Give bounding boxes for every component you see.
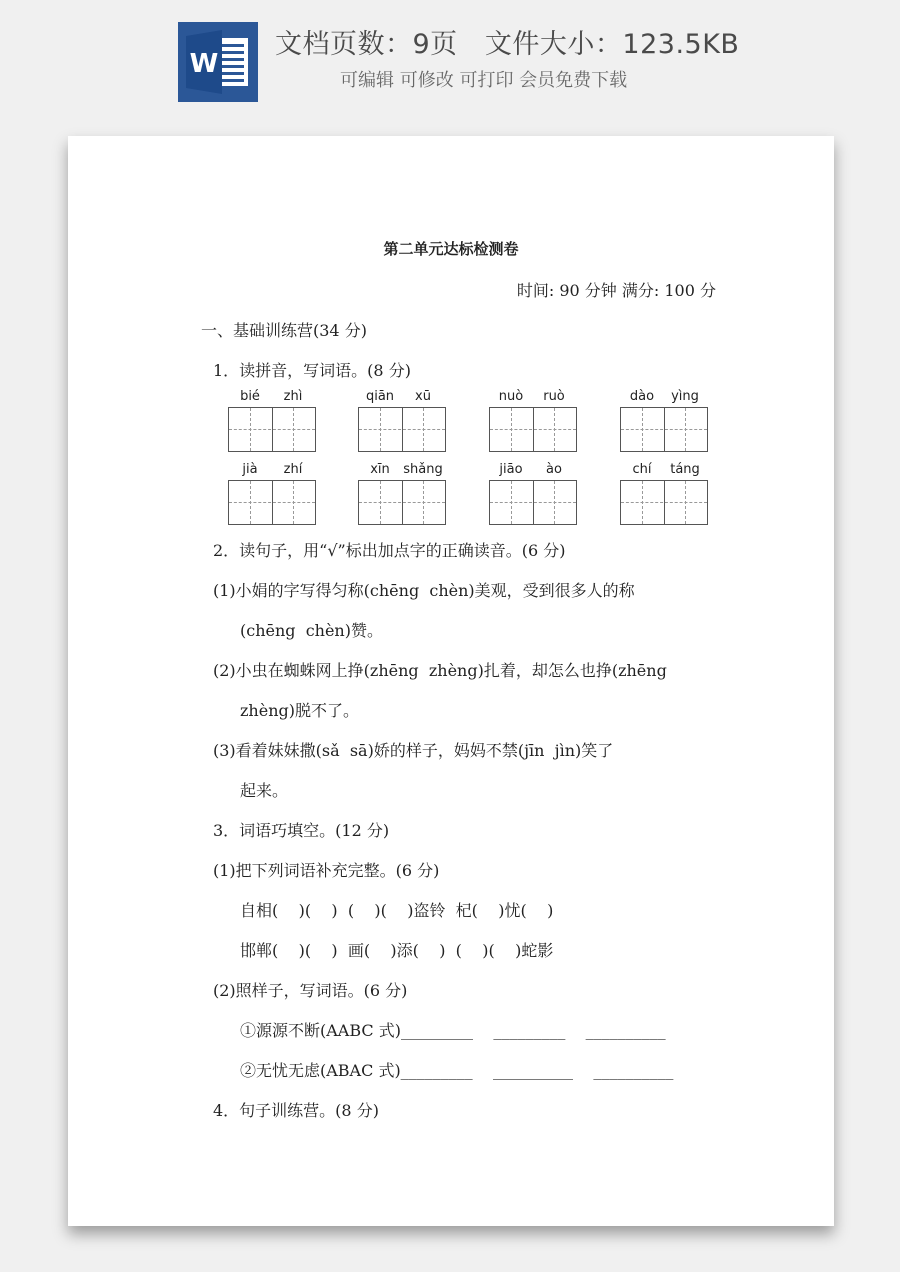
- pinyin-label: bié: [240, 389, 260, 404]
- doc-title: 第二单元达标检测卷: [383, 240, 519, 258]
- pattern-line1: ①源源不断(AABC 式)_________ _________ __________: [240, 1021, 666, 1040]
- question-2-2-line1: (2)小虫在蜘蛛网上挣(zhēng zhèng)扎着，却怎么也挣(zhēng: [213, 661, 667, 680]
- section-heading: 一、基础训练营(34 分): [201, 321, 367, 340]
- question-3: 3．词语巧填空。(12 分): [213, 821, 390, 840]
- pinyin-label: yìng: [671, 389, 699, 404]
- file-info-subtitle: 可编辑 可修改 可打印 会员免费下载: [340, 70, 628, 91]
- question-4: 4．句子训练营。(8 分): [213, 1101, 379, 1120]
- pinyin-label: zhì: [283, 389, 303, 404]
- question-2-3-line1: (3)看着妹妹撒(sǎ sā)娇的样子，妈妈不禁(jīn jìn)笑了: [213, 741, 614, 760]
- pinyin-label: ruò: [543, 389, 565, 404]
- writing-grid[interactable]: [489, 480, 577, 525]
- pinyin-label: xū: [415, 389, 431, 404]
- writing-grid[interactable]: [358, 480, 446, 525]
- question-1: 1．读拼音，写词语。(8 分): [213, 361, 411, 380]
- logo-letter: W: [189, 49, 219, 79]
- writing-grid[interactable]: [228, 407, 316, 452]
- writing-grid[interactable]: [358, 407, 446, 452]
- pinyin-label: shǎng: [403, 462, 443, 477]
- question-2: 2．读句子，用“√”标出加点字的正确读音。(6 分): [213, 541, 566, 560]
- question-3-2: (2)照样子，写词语。(6 分): [213, 981, 408, 1000]
- pinyin-label: ào: [546, 462, 562, 477]
- exam-meta: 时间: 90 分钟 满分: 100 分: [516, 281, 716, 300]
- word-logo-icon: [178, 22, 258, 102]
- document-page: [68, 136, 834, 1226]
- pinyin-label: jià: [242, 462, 258, 477]
- writing-grid[interactable]: [228, 480, 316, 525]
- pattern-line2: ②无忧无虑(ABAC 式)_________ __________ __________: [240, 1061, 674, 1080]
- idiom-fill-line1: 自相( )( ) ( )( )盗铃 杞( )忧( ): [240, 901, 554, 920]
- pinyin-label: xīn: [370, 462, 390, 477]
- file-info-title: 文档页数：9页 文件大小：123.5KB: [275, 29, 740, 60]
- pinyin-label: qiān: [365, 389, 395, 404]
- question-2-1-line1: (1)小娟的字写得匀称(chēng chèn)美观，受到很多人的称: [213, 581, 635, 600]
- writing-grid[interactable]: [620, 480, 708, 525]
- question-3-1: (1)把下列词语补充完整。(6 分): [213, 861, 440, 880]
- idiom-fill-line2: 邯郸( )( ) 画( )添( ) ( )( )蛇影: [240, 941, 554, 960]
- pinyin-label: zhí: [283, 462, 303, 477]
- pinyin-label: chí: [632, 462, 652, 477]
- writing-grid[interactable]: [620, 407, 708, 452]
- question-2-1-line2: (chēng chèn)赞。: [240, 621, 383, 640]
- question-2-3-line2: 起来。: [240, 781, 289, 800]
- pinyin-label: jiāo: [499, 462, 523, 477]
- pinyin-label: nuò: [498, 389, 524, 404]
- pinyin-label: táng: [670, 462, 700, 477]
- pinyin-label: dào: [629, 389, 655, 404]
- writing-grid[interactable]: [489, 407, 577, 452]
- question-2-2-line2: zhèng)脱不了。: [240, 701, 359, 720]
